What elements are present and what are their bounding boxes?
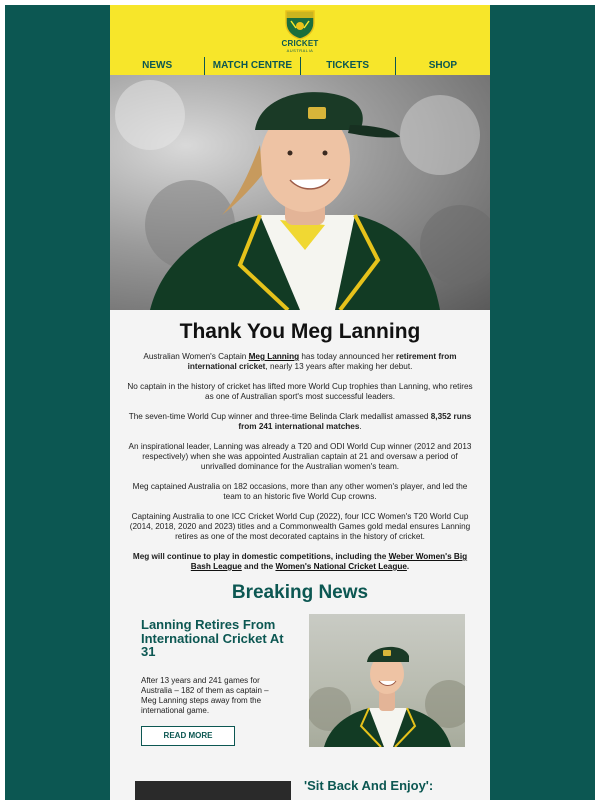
story-1-title[interactable]: Lanning Retires From International Cricket At 31	[141, 617, 284, 659]
story-1-summary: After 13 years and 241 games for Australia – 182 of them as captain – Meg Lanning steps away from the international game.	[141, 676, 269, 715]
bold-text: Meg will continue to play in domestic competitions, including the	[132, 552, 389, 561]
article-paragraph-1	[124, 352, 476, 372]
hero-image[interactable]	[110, 75, 490, 310]
story-1-image[interactable]	[309, 614, 465, 747]
story-2-title[interactable]: 'Sit Back And Enjoy':	[304, 778, 434, 793]
article-paragraph-2: No captain in the history of cricket has lifted more World Cup trophies than Lanning, who retires as one of Australian sport's most successful leaders.	[127, 382, 473, 401]
text: Australian Women's Captain	[143, 352, 249, 361]
email-container	[110, 5, 490, 800]
shield-crest-icon	[283, 8, 317, 40]
bold-text: and the	[241, 562, 276, 571]
text: has today announced her	[299, 352, 397, 361]
cricket-australia-logo[interactable]	[270, 8, 330, 56]
wbbl-link[interactable]: Weber Women's Big Bash League	[190, 552, 468, 571]
article-title: Thank You Meg Lanning	[179, 320, 421, 343]
meg-lanning-link[interactable]: Meg Lanning	[248, 352, 300, 361]
text: .	[359, 422, 362, 431]
news-story-1	[110, 604, 490, 769]
story-1-photo-illustration	[309, 614, 465, 747]
story-2-image[interactable]	[135, 781, 291, 800]
article-paragraph-7	[124, 552, 476, 572]
wncl-link[interactable]: Women's National Cricket League	[275, 562, 407, 571]
nav-shop[interactable]: SHOP	[395, 57, 490, 75]
breaking-news-heading: Breaking News	[231, 582, 369, 603]
article-paragraph-4: An inspirational leader, Lanning was already a T20 and ODI World Cup winner (2012 and 2013 respectively) when she was appointed Australian captain at 21 and oversaw a period of unrivalled dominance for the Australian women's team.	[128, 442, 472, 471]
text: The seven-time World Cup winner and three-time Belinda Clark medallist amassed	[128, 412, 431, 421]
header	[110, 5, 490, 75]
logo-subtext: AUSTRALIA	[286, 48, 314, 53]
hero-photo-illustration	[110, 75, 490, 310]
text: , nearly 13 years after making her debut.	[265, 362, 413, 371]
bold-text: .	[406, 562, 410, 571]
main-nav	[110, 57, 490, 75]
article	[110, 310, 490, 572]
news-story-2	[110, 769, 490, 799]
bold-text: retirement from international cricket	[187, 352, 457, 371]
article-paragraph-3	[124, 412, 476, 432]
article-paragraph-6: Captaining Australia to one ICC Cricket World Cup (2022), four ICC Women's T20 World Cup (2014, 2018, 2020 and 2023) titles and a Commonwealth Games gold medal ensures Lanning retires as one of the most decorated captains in the history of cricket.	[129, 512, 471, 541]
nav-news[interactable]: NEWS	[142, 60, 173, 71]
nav-tickets[interactable]: TICKETS	[300, 57, 395, 75]
nav-match-centre[interactable]: MATCH CENTRE	[204, 57, 299, 75]
read-more-button[interactable]: READ MORE	[141, 726, 235, 746]
bold-text: 8,352 runs from 241 international matches	[238, 412, 472, 431]
logo-wordmark: CRICKET	[281, 39, 319, 48]
article-paragraph-5: Meg captained Australia on 182 occasions, more than any other women's player, and led the team to an historic five World Cup crowns.	[132, 482, 468, 501]
